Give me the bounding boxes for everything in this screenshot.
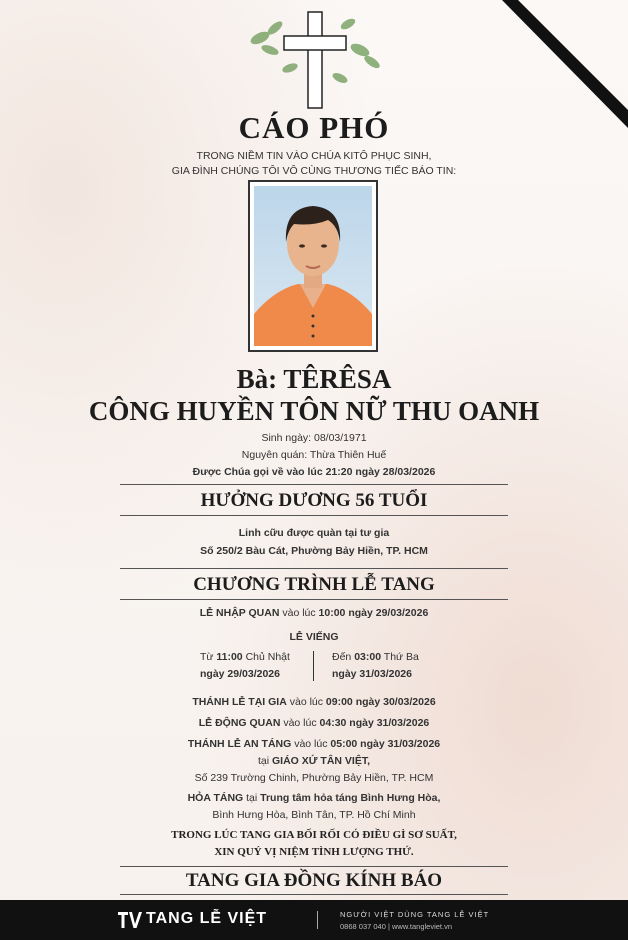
to-prefix: Đến (332, 651, 355, 663)
hoa-tang-row (0, 792, 628, 804)
from-date: ngày 29/03/2026 (200, 668, 280, 680)
nhap-quan-mid: vào lúc (279, 607, 319, 619)
an-tang-time: 05:00 ngày 31/03/2026 (330, 738, 441, 750)
le-vieng-to (332, 649, 452, 683)
from-time: 11:00 (216, 651, 243, 663)
tai-gia-time: 09:00 ngày 30/03/2026 (325, 696, 436, 708)
passed-away-info: Được Chúa gọi về vào lúc 21:20 ngày 28/03/2026 (192, 466, 436, 478)
intro-text (0, 149, 628, 179)
to-day: Thứ Ba (381, 651, 419, 663)
from-prefix: Từ (200, 651, 217, 663)
signature-heading: TANG GIA ĐỒNG KÍNH BÁO (185, 870, 443, 891)
dong-quan-label: LỄ ĐỘNG QUAN (198, 717, 281, 729)
birth-date: Sinh ngày: 08/03/1971 (261, 432, 367, 444)
to-time: 03:00 (354, 651, 382, 663)
program-heading: CHƯƠNG TRÌNH LỄ TANG (193, 574, 435, 595)
le-vieng-label: LỄ VIẾNG (289, 631, 339, 643)
dong-quan-row (0, 717, 628, 729)
to-date: ngày 31/03/2026 (332, 668, 412, 680)
footer-contact: 0868 037 040 | www.tangleviet.vn (340, 922, 453, 931)
intro-line-1: TRONG NIỀM TIN VÀO CHÚA KITÔ PHỤC SINH, (196, 150, 432, 162)
an-tang-row (0, 738, 628, 750)
nhap-quan-row (0, 607, 628, 619)
divider (120, 599, 508, 600)
an-tang-label: THÁNH LỄ AN TÁNG (187, 738, 292, 750)
closing-line-2: XIN QUÝ VỊ NIỆM TÌNH LƯỢNG THỨ. (214, 846, 414, 858)
footer-divider (317, 911, 318, 929)
deceased-name-line-2: CÔNG HUYỀN TÔN NỮ THU OANH (88, 396, 540, 426)
intro-line-2: GIA ĐÌNH CHÚNG TÔI VÔ CÙNG THƯƠNG TIẾC BÁO TIN: (171, 165, 457, 177)
an-tang-mid: vào lúc (291, 738, 331, 750)
thanh-le-tai-gia-row (0, 696, 628, 708)
dong-quan-time: 04:30 ngày 31/03/2026 (319, 717, 430, 729)
divider (120, 568, 508, 569)
le-vieng-from (200, 649, 310, 683)
divider (120, 484, 508, 485)
le-vieng-separator (313, 651, 314, 681)
church-row (0, 755, 628, 767)
age-heading: HƯỞNG DƯƠNG 56 TUỔI (200, 490, 428, 511)
tlv-logo-icon (118, 910, 142, 930)
hoa-tang-prefix: tại (243, 792, 261, 804)
hoa-tang-address: Bình Hưng Hòa, Bình Tân, TP. Hồ Chí Minh (212, 809, 416, 821)
nhap-quan-time: 10:00 ngày 29/03/2026 (318, 607, 429, 619)
from-day: Chủ Nhật (242, 651, 290, 663)
page-title: CÁO PHÓ (238, 110, 390, 145)
church-address: Số 239 Trường Chinh, Phường Bảy Hiền, TP. HCM (194, 772, 434, 784)
location-line-1: Linh cữu được quàn tại tư gia (238, 527, 390, 539)
portrait-frame (248, 180, 378, 352)
tai-gia-mid: vào lúc (286, 696, 326, 708)
deceased-name-line-1: Bà: TÊRÊSA (236, 364, 392, 394)
church-prefix: tại (258, 755, 273, 767)
footer-bar (0, 900, 628, 940)
dong-quan-mid: vào lúc (280, 717, 320, 729)
divider (120, 894, 508, 895)
footer-slogan: NGƯỜI VIỆT DÙNG TANG LỄ VIỆT (340, 910, 490, 919)
church-name: GIÁO XỨ TÂN VIỆT, (272, 755, 370, 767)
divider (120, 866, 508, 867)
closing-line-1: TRONG LÚC TANG GIA BỐI RỐI CÓ ĐIỀU GÌ SƠ SUẤT, (171, 829, 457, 841)
footer-logo-text: TANG LỄ VIỆT (146, 910, 268, 927)
tai-gia-label: THÁNH LỄ TẠI GIA (192, 696, 287, 708)
hoa-tang-place: Trung tâm hỏa táng Bình Hưng Hòa, (260, 792, 441, 804)
hometown: Nguyên quán: Thừa Thiên Huế (241, 449, 387, 461)
location-line-2: Số 250/2 Bàu Cát, Phường Bảy Hiền, TP. HCM (200, 545, 428, 557)
portrait-photo (254, 186, 372, 346)
hoa-tang-label: HỎA TÁNG (187, 792, 244, 804)
divider (120, 515, 508, 516)
nhap-quan-label: LỄ NHẬP QUAN (199, 607, 280, 619)
cross-icon (240, 8, 390, 112)
